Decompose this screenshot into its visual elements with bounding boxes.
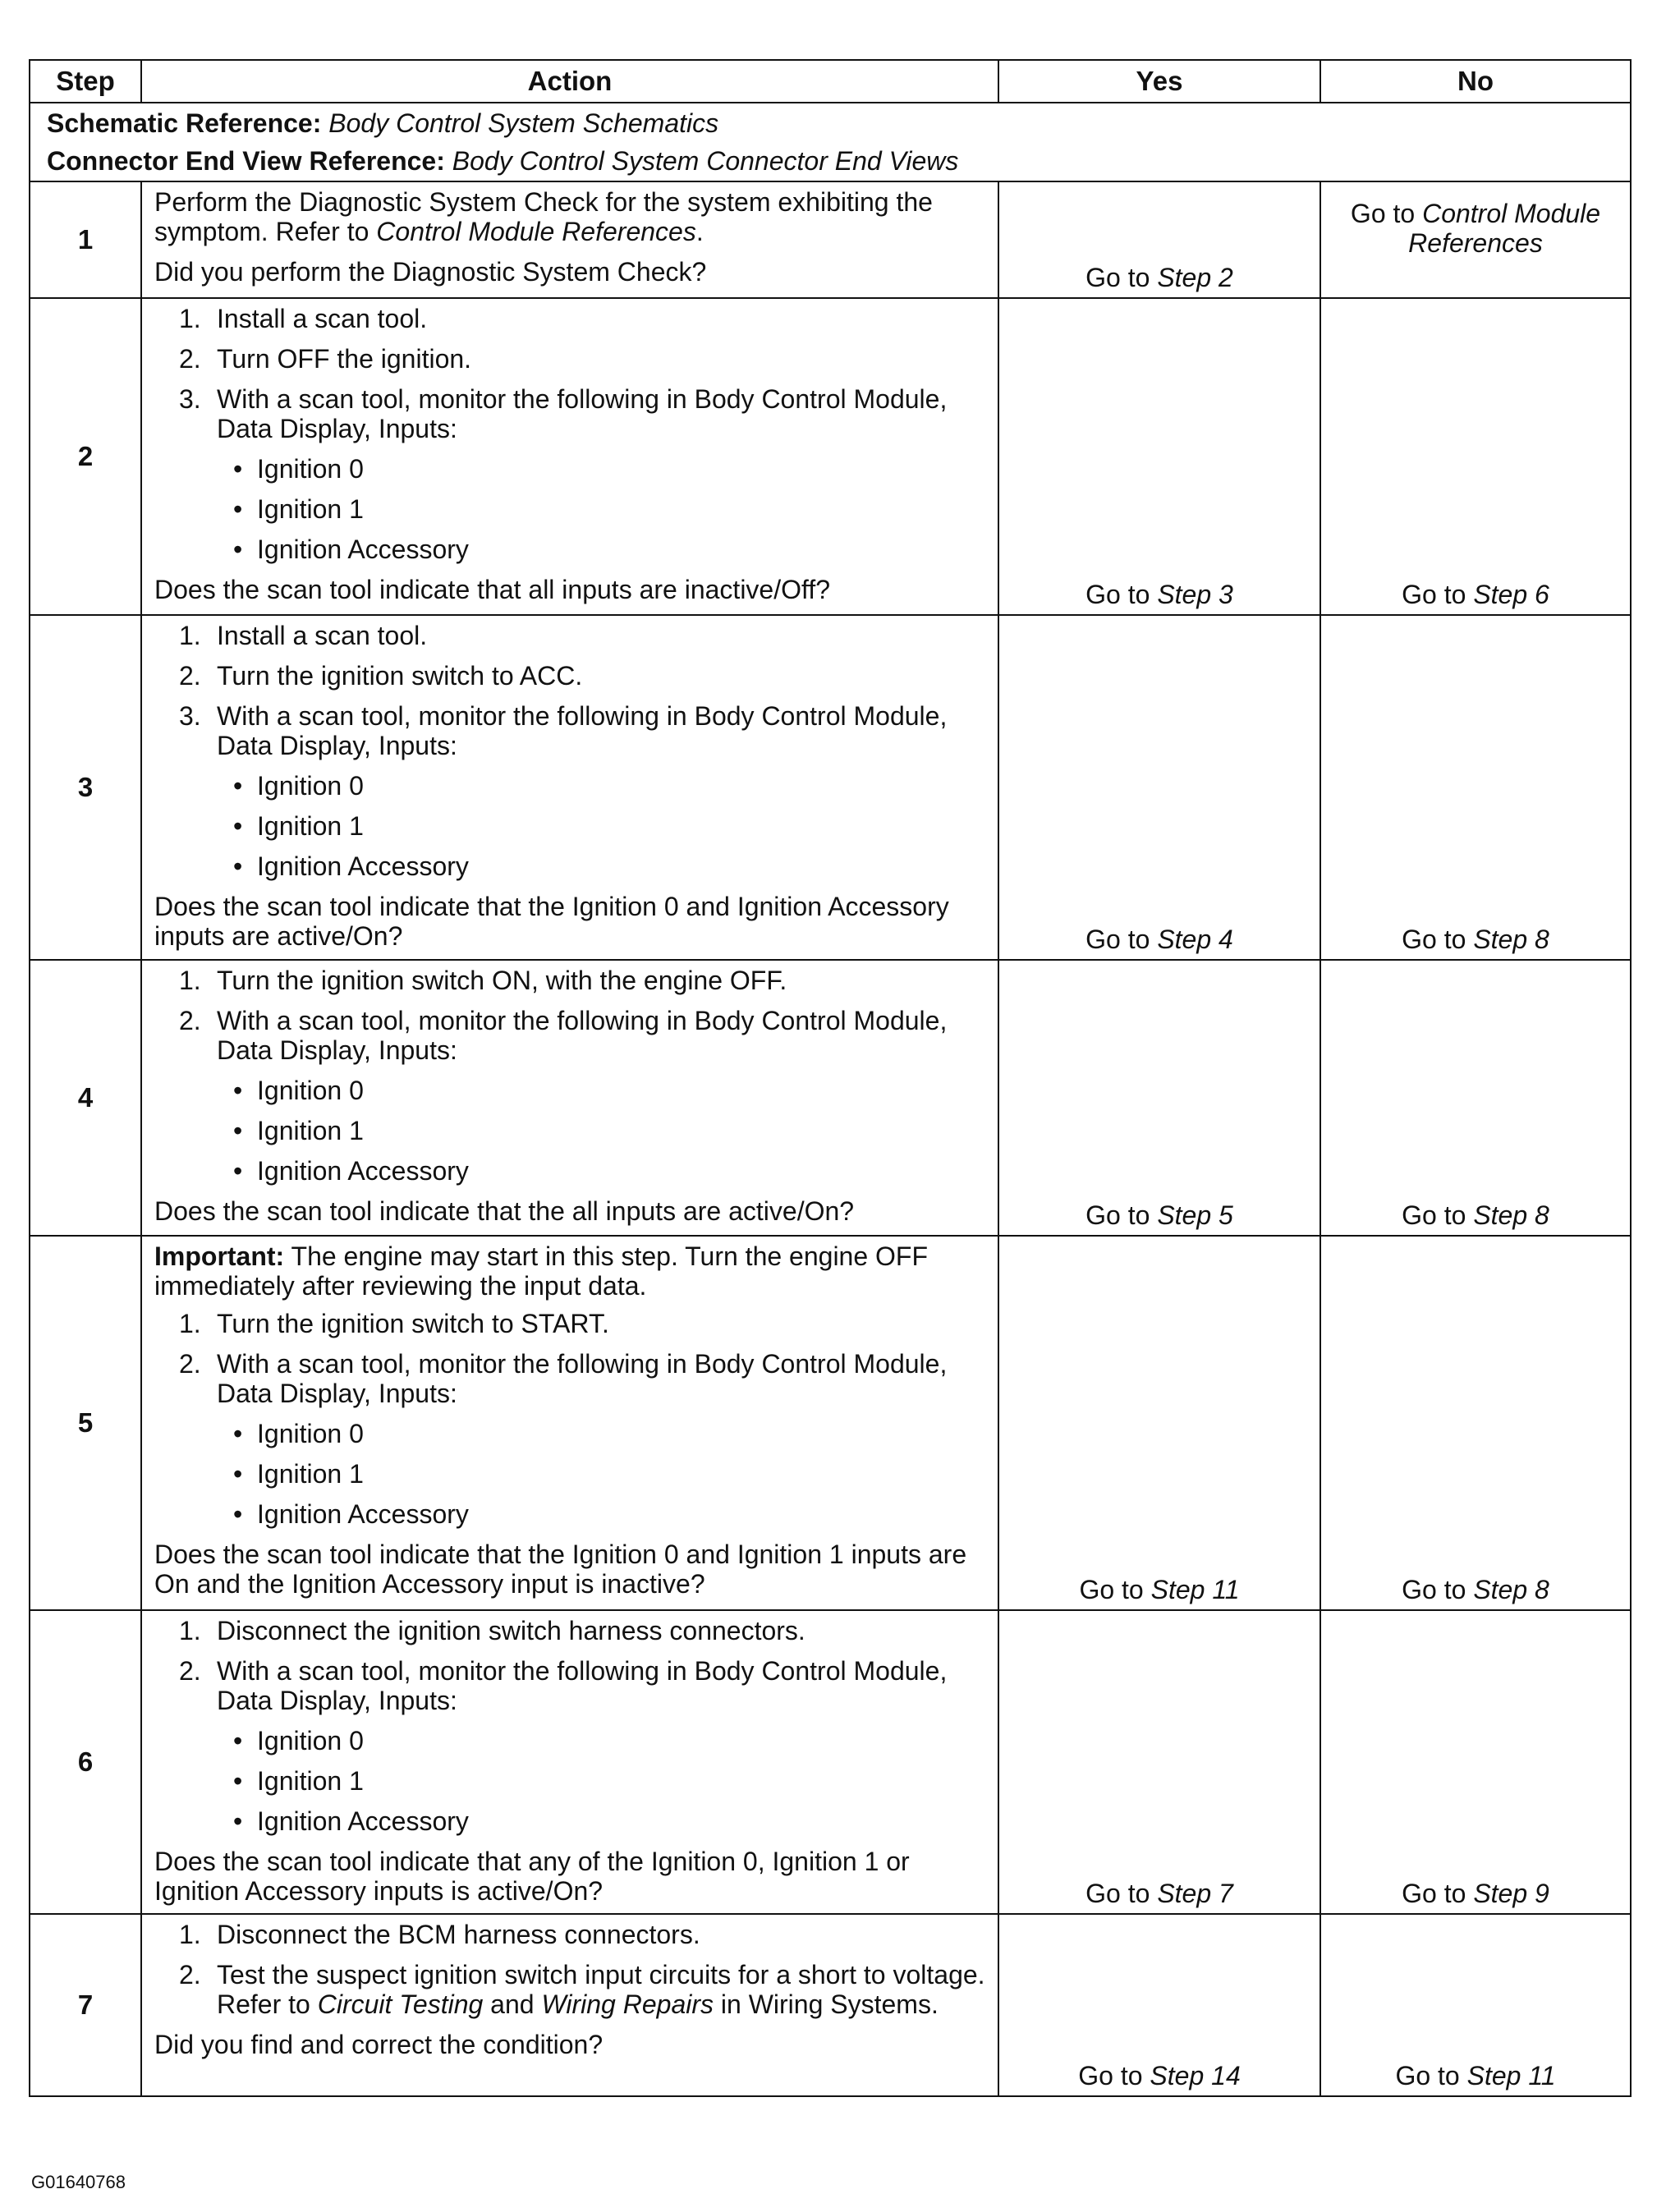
bullet-text: Ignition 1 [257, 811, 364, 841]
instruction-text: Perform the Diagnostic System Check for the system exhibiting the symptom. Refer to [154, 187, 933, 246]
diagnostic-table [29, 59, 1632, 2097]
list-item-text: Disconnect the ignition switch harness connectors. [217, 1616, 805, 1645]
yes-result [998, 1914, 1320, 2096]
bullet-item: • Ignition 0 [233, 1076, 364, 1105]
no-prefix: Go to [1350, 199, 1416, 228]
no-step-link[interactable]: Step 11 [1466, 2061, 1556, 2090]
bullet-item: • Ignition 0 [233, 1726, 364, 1755]
no-prefix: Go to [1402, 1879, 1466, 1908]
list-item-text: in Wiring Systems. [720, 1989, 939, 2019]
list-item: 3. With a scan tool, monitor the following in Body Control Module, Data Display, Inputs: [179, 701, 948, 760]
bullet-item: • Ignition 1 [233, 1766, 364, 1796]
bullet-item: • Ignition 1 [233, 811, 364, 841]
no-result [1320, 1236, 1631, 1610]
no-step-link[interactable]: Step 9 [1473, 1879, 1549, 1908]
list-item-text: Install a scan tool. [217, 304, 428, 333]
bullet-text: Ignition 0 [257, 1726, 364, 1755]
no-step-link[interactable]: Step 8 [1473, 925, 1549, 954]
yes-result [998, 181, 1320, 298]
list-item-text: Turn the ignition switch to START. [217, 1309, 609, 1338]
list-item: 2. Turn OFF the ignition. [179, 344, 472, 374]
bullet-item: • Ignition 0 [233, 771, 364, 801]
step-instruction [154, 187, 988, 246]
step-row-6 [30, 1610, 1631, 1914]
step-question: Did you perform the Diagnostic System Check? [154, 257, 707, 287]
no-prefix: Go to [1402, 580, 1466, 609]
yes-result [998, 615, 1320, 960]
yes-prefix: Go to [1085, 1200, 1150, 1230]
list-item-text: Turn the ignition switch ON, with the engine OFF. [217, 966, 787, 995]
step-question: Does the scan tool indicate that any of the Ignition 0, Ignition 1 or Ignition Accessory inputs is active/On? [154, 1847, 910, 1906]
list-item-text: With a scan tool, monitor the following in Body Control Module, Data Display, Inputs: [217, 384, 948, 443]
bullet-text: Ignition 1 [257, 1766, 364, 1796]
yes-prefix: Go to [1085, 580, 1150, 609]
bullet-text: Ignition 1 [257, 1459, 364, 1489]
yes-prefix: Go to [1085, 1879, 1150, 1908]
no-prefix: Go to [1395, 2061, 1460, 2090]
step-question: Does the scan tool indicate that the Ignition 0 and Ignition Accessory inputs are active/On? [154, 892, 949, 951]
yes-step-link[interactable]: Step 11 [1150, 1575, 1240, 1604]
schematic-reference-label: Schematic Reference: [47, 108, 322, 138]
yes-step-link[interactable]: Step 4 [1157, 925, 1233, 954]
header-row [30, 60, 1631, 103]
list-item: 2. Turn the ignition switch to ACC. [179, 661, 583, 691]
connector-reference-link[interactable]: Body Control System Connector End Views [452, 146, 959, 176]
list-item: 1. Disconnect the ignition switch harness connectors. [179, 1616, 805, 1645]
yes-step-link[interactable]: Step 2 [1157, 263, 1233, 292]
step-action [141, 1236, 998, 1610]
bullet-text: Ignition Accessory [257, 1156, 469, 1186]
bullet-text: Ignition Accessory [257, 851, 469, 881]
step-row-1 [30, 181, 1631, 298]
step-number: 3 [30, 615, 141, 960]
list-item-text: With a scan tool, monitor the following in Body Control Module, Data Display, Inputs: [217, 1656, 948, 1715]
list-item-text: With a scan tool, monitor the following in Body Control Module, Data Display, Inputs: [217, 1349, 948, 1408]
yes-result [998, 1236, 1320, 1610]
reference-link[interactable]: Control Module References [376, 217, 696, 246]
bullet-item: • Ignition 1 [233, 1116, 364, 1145]
bullet-text: Ignition 0 [257, 771, 364, 801]
bullet-text: Ignition 0 [257, 454, 364, 484]
bullet-item: • Ignition Accessory [233, 851, 469, 881]
list-item-text: and [490, 1989, 535, 2019]
no-result [1320, 1610, 1631, 1914]
no-result [1320, 298, 1631, 615]
list-item: 1. Turn the ignition switch ON, with the engine OFF. [179, 966, 787, 995]
important-note [154, 1241, 988, 1301]
yes-result [998, 1610, 1320, 1914]
list-item: 1. Install a scan tool. [179, 304, 428, 333]
yes-prefix: Go to [1085, 925, 1150, 954]
list-item: 2. With a scan tool, monitor the following in Body Control Module, Data Display, Inputs: [179, 1349, 948, 1408]
no-result [1320, 181, 1631, 298]
step-row-5 [30, 1236, 1631, 1610]
circuit-testing-link[interactable]: Circuit Testing [317, 1989, 484, 2019]
step-action [141, 1914, 998, 2096]
connector-reference-label: Connector End View Reference: [47, 146, 445, 176]
instruction-end: . [695, 217, 704, 246]
bullet-text: Ignition Accessory [257, 1499, 469, 1529]
yes-prefix: Go to [1079, 1575, 1144, 1604]
list-item-text: Disconnect the BCM harness connectors. [217, 1920, 700, 1949]
step-action [141, 181, 998, 298]
step-action [141, 615, 998, 960]
list-item-text: Install a scan tool. [217, 621, 428, 650]
step-row-2 [30, 298, 1631, 615]
bullet-item: • Ignition Accessory [233, 1156, 469, 1186]
list-item: 1. Install a scan tool. [179, 621, 428, 650]
yes-result [998, 298, 1320, 615]
bullet-item: • Ignition Accessory [233, 1806, 469, 1836]
schematic-reference [30, 103, 1630, 140]
no-step-link[interactable]: Step 8 [1473, 1200, 1549, 1230]
list-item: 1. Turn the ignition switch to START. [179, 1309, 609, 1338]
step-number: 2 [30, 298, 141, 615]
yes-step-link[interactable]: Step 5 [1157, 1200, 1233, 1230]
step-row-4 [30, 960, 1631, 1236]
header-action: Action [141, 60, 998, 103]
bullet-text: Ignition Accessory [257, 1806, 469, 1836]
bullet-item: • Ignition 0 [233, 1419, 364, 1448]
connector-reference [30, 140, 1630, 177]
bullet-item: • Ignition 1 [233, 1459, 364, 1489]
bullet-item: • Ignition 0 [233, 454, 364, 484]
no-prefix: Go to [1402, 1575, 1466, 1604]
step-action [141, 298, 998, 615]
no-prefix: Go to [1402, 1200, 1466, 1230]
header-step: Step [30, 60, 141, 103]
step-action [141, 960, 998, 1236]
step-number: 7 [30, 1914, 141, 2096]
list-item: 3. With a scan tool, monitor the following in Body Control Module, Data Display, Inputs: [179, 384, 948, 443]
no-prefix: Go to [1402, 925, 1466, 954]
yes-result [998, 960, 1320, 1236]
list-item-text: Test the suspect ignition switch input circuits for a short to voltage. Refer to [217, 1960, 985, 2019]
bullet-text: Ignition 0 [257, 1076, 364, 1105]
step-action [141, 1610, 998, 1914]
step-question: Does the scan tool indicate that the all inputs are active/On? [154, 1196, 855, 1226]
wiring-repairs-link[interactable]: Wiring Repairs [541, 1989, 714, 2019]
bullet-text: Ignition 0 [257, 1419, 364, 1448]
important-label: Important: [154, 1241, 285, 1271]
list-item-text: Turn OFF the ignition. [217, 344, 472, 374]
yes-step-link[interactable]: Step 14 [1150, 2061, 1241, 2090]
diagnostic-table-document [29, 59, 1630, 2097]
yes-prefix: Go to [1078, 2061, 1143, 2090]
step-question: Does the scan tool indicate that all inputs are inactive/Off? [154, 575, 830, 604]
step-number: 5 [30, 1236, 141, 1610]
list-item: 2. Test the suspect ignition switch input circuits for a short to voltage. Refer to Circuit Testing and Wiring Repairs in Wiring Systems. [179, 1960, 985, 2019]
no-result [1320, 960, 1631, 1236]
important-text: The engine may start in this step. Turn the engine OFF immediately after reviewing the input data. [154, 1241, 929, 1301]
list-item-text: Turn the ignition switch to ACC. [217, 661, 583, 691]
list-item-text: With a scan tool, monitor the following in Body Control Module, Data Display, Inputs: [217, 701, 948, 760]
step-row-3 [30, 615, 1631, 960]
step-number: 6 [30, 1610, 141, 1914]
bullet-text: Ignition 1 [257, 494, 364, 524]
bullet-item: • Ignition Accessory [233, 1499, 469, 1529]
step-row-7 [30, 1914, 1631, 2096]
figure-code: G01640768 [31, 2172, 126, 2192]
bullet-item: • Ignition 1 [233, 494, 364, 524]
step-question: Does the scan tool indicate that the Ignition 0 and Ignition 1 inputs are On and the Ignition Accessory input is inactive? [154, 1540, 967, 1599]
no-step-link[interactable]: Control Module References [1408, 199, 1601, 258]
bullet-text: Ignition Accessory [257, 535, 469, 564]
header-no: No [1320, 60, 1631, 103]
list-item: 1. Disconnect the BCM harness connectors. [179, 1920, 700, 1949]
list-item: 2. With a scan tool, monitor the following in Body Control Module, Data Display, Inputs: [179, 1656, 948, 1715]
reference-cell [30, 103, 1631, 181]
bullet-item: • Ignition Accessory [233, 535, 469, 564]
no-result [1320, 1914, 1631, 2096]
no-step-link[interactable]: Step 6 [1473, 580, 1549, 609]
header-yes: Yes [998, 60, 1320, 103]
schematic-reference-link[interactable]: Body Control System Schematics [328, 108, 719, 138]
list-item-text: With a scan tool, monitor the following in Body Control Module, Data Display, Inputs: [217, 1006, 948, 1065]
yes-step-link[interactable]: Step 7 [1157, 1879, 1233, 1908]
bullet-text: Ignition 1 [257, 1116, 364, 1145]
yes-prefix: Go to [1085, 263, 1150, 292]
yes-step-link[interactable]: Step 3 [1157, 580, 1233, 609]
step-question: Did you find and correct the condition? [154, 2030, 604, 2059]
step-number: 1 [30, 181, 141, 298]
no-result [1320, 615, 1631, 960]
no-step-link[interactable]: Step 8 [1473, 1575, 1549, 1604]
step-number: 4 [30, 960, 141, 1236]
reference-row [30, 103, 1631, 181]
list-item: 2. With a scan tool, monitor the following in Body Control Module, Data Display, Inputs: [179, 1006, 948, 1065]
